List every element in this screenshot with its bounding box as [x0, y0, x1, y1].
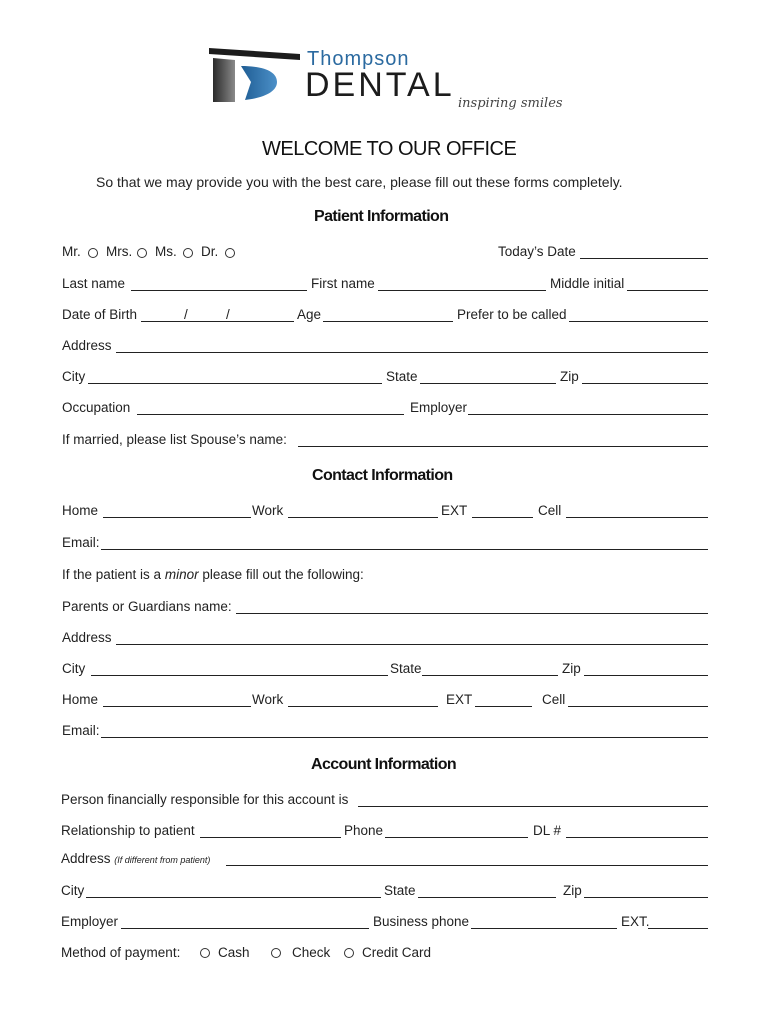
home-phone-field[interactable]: [103, 517, 251, 518]
page-title: WELCOME TO OUR OFFICE: [262, 138, 517, 160]
logo: [205, 44, 585, 114]
payment-credit-radio[interactable]: [344, 948, 354, 958]
dob-separator: /: [226, 307, 230, 322]
dob-field[interactable]: [141, 321, 294, 322]
guardian-work-label: Work: [252, 692, 284, 707]
title-mrs-label: Mrs.: [106, 244, 133, 259]
relationship-field[interactable]: [200, 837, 341, 838]
todays-date-field[interactable]: [580, 258, 708, 259]
responsible-field[interactable]: [358, 806, 708, 807]
dob-separator: /: [184, 307, 188, 322]
middle-initial-field[interactable]: [627, 290, 708, 291]
logo-tagline: inspiring smiles: [458, 96, 563, 111]
zip-label: Zip: [560, 369, 579, 384]
business-ext-field[interactable]: [648, 928, 708, 929]
relationship-label: Relationship to patient: [61, 823, 195, 838]
guardian-address-field[interactable]: [116, 644, 708, 645]
business-phone-field[interactable]: [471, 928, 617, 929]
title-dr-label: Dr.: [201, 244, 219, 259]
cell-label: Cell: [538, 503, 562, 518]
guardian-email-label: Email:: [62, 723, 100, 738]
guardian-cell-field[interactable]: [568, 706, 708, 707]
account-zip-label: Zip: [563, 883, 582, 898]
address-label: Address: [62, 338, 112, 353]
age-label: Age: [297, 307, 322, 322]
dob-label: Date of Birth: [62, 307, 138, 322]
payment-check-label: Check: [292, 945, 331, 960]
payment-credit-label: Credit Card: [362, 945, 432, 960]
patient-heading: Patient Information: [314, 208, 449, 225]
account-phone-field[interactable]: [385, 837, 528, 838]
work-phone-field[interactable]: [288, 517, 438, 518]
guardian-city-field[interactable]: [91, 675, 388, 676]
account-heading: Account Information: [311, 756, 457, 773]
account-address-label: Address (If different from patient): [61, 851, 211, 866]
account-city-field[interactable]: [86, 897, 381, 898]
guardian-address-label: Address: [62, 630, 112, 645]
state-field[interactable]: [420, 383, 556, 384]
dl-field[interactable]: [566, 837, 708, 838]
ext-field[interactable]: [472, 517, 533, 518]
first-name-field[interactable]: [378, 290, 546, 291]
account-employer-field[interactable]: [121, 928, 369, 929]
payment-cash-label: Cash: [218, 945, 250, 960]
last-name-label: Last name: [62, 276, 126, 291]
last-name-field[interactable]: [131, 290, 307, 291]
payment-check-radio[interactable]: [271, 948, 281, 958]
guardian-home-field[interactable]: [103, 706, 251, 707]
email-field[interactable]: [101, 549, 708, 550]
guardian-work-field[interactable]: [288, 706, 438, 707]
guardian-home-label: Home: [62, 692, 99, 707]
prefer-label: Prefer to be called: [457, 307, 567, 322]
spouse-label: If married, please list Spouse’s name:: [62, 432, 287, 447]
guardian-zip-label: Zip: [562, 661, 581, 676]
guardian-cell-label: Cell: [542, 692, 566, 707]
title-mrs-radio[interactable]: [137, 248, 147, 258]
payment-cash-radio[interactable]: [200, 948, 210, 958]
age-field[interactable]: [323, 321, 453, 322]
payment-label: Method of payment:: [61, 945, 181, 960]
business-ext-label: EXT.: [621, 914, 650, 929]
account-city-label: City: [61, 883, 85, 898]
prefer-field[interactable]: [569, 321, 708, 322]
guardian-state-label: State: [390, 661, 422, 676]
guardian-ext-label: EXT: [446, 692, 473, 707]
address-field[interactable]: [116, 352, 708, 353]
guardian-ext-field[interactable]: [475, 706, 532, 707]
minor-note: If the patient is a minor please fill out the following:: [62, 567, 364, 582]
logo-line1: Thompson: [307, 48, 410, 70]
title-dr-radio[interactable]: [225, 248, 235, 258]
account-phone-label: Phone: [344, 823, 384, 838]
title-mr-radio[interactable]: [88, 248, 98, 258]
page-subtitle: So that we may provide you with the best care, please fill out these forms completely.: [96, 174, 623, 190]
guardian-zip-field[interactable]: [584, 675, 708, 676]
responsible-label: Person financially responsible for this account is: [61, 792, 349, 807]
guardian-city-label: City: [62, 661, 86, 676]
title-ms-radio[interactable]: [183, 248, 193, 258]
home-phone-label: Home: [62, 503, 99, 518]
account-address-field[interactable]: [226, 865, 708, 866]
logo-mark-icon: [205, 44, 300, 106]
employer-field[interactable]: [468, 414, 708, 415]
title-mr-label: Mr.: [62, 244, 81, 259]
guardian-state-field[interactable]: [422, 675, 558, 676]
account-employer-label: Employer: [61, 914, 119, 929]
work-phone-label: Work: [252, 503, 284, 518]
title-ms-label: Ms.: [155, 244, 177, 259]
todays-date-label: Today’s Date: [498, 244, 576, 259]
occupation-label: Occupation: [62, 400, 131, 415]
guardian-email-field[interactable]: [101, 737, 708, 738]
occupation-field[interactable]: [137, 414, 404, 415]
guardian-field[interactable]: [236, 613, 708, 614]
cell-field[interactable]: [566, 517, 708, 518]
zip-field[interactable]: [582, 383, 708, 384]
dl-label: DL #: [533, 823, 562, 838]
city-field[interactable]: [88, 383, 382, 384]
account-state-label: State: [384, 883, 416, 898]
middle-initial-label: Middle initial: [550, 276, 625, 291]
state-label: State: [386, 369, 418, 384]
spouse-field[interactable]: [298, 446, 708, 447]
guardian-label: Parents or Guardians name:: [62, 599, 232, 614]
ext-label: EXT: [441, 503, 468, 518]
email-label: Email:: [62, 535, 100, 550]
contact-heading: Contact Information: [312, 467, 453, 484]
city-label: City: [62, 369, 86, 384]
first-name-label: First name: [311, 276, 375, 291]
employer-label: Employer: [410, 400, 468, 415]
logo-line2: DENTAL: [305, 66, 455, 104]
business-phone-label: Business phone: [373, 914, 470, 929]
account-state-field[interactable]: [418, 897, 556, 898]
account-zip-field[interactable]: [584, 897, 708, 898]
